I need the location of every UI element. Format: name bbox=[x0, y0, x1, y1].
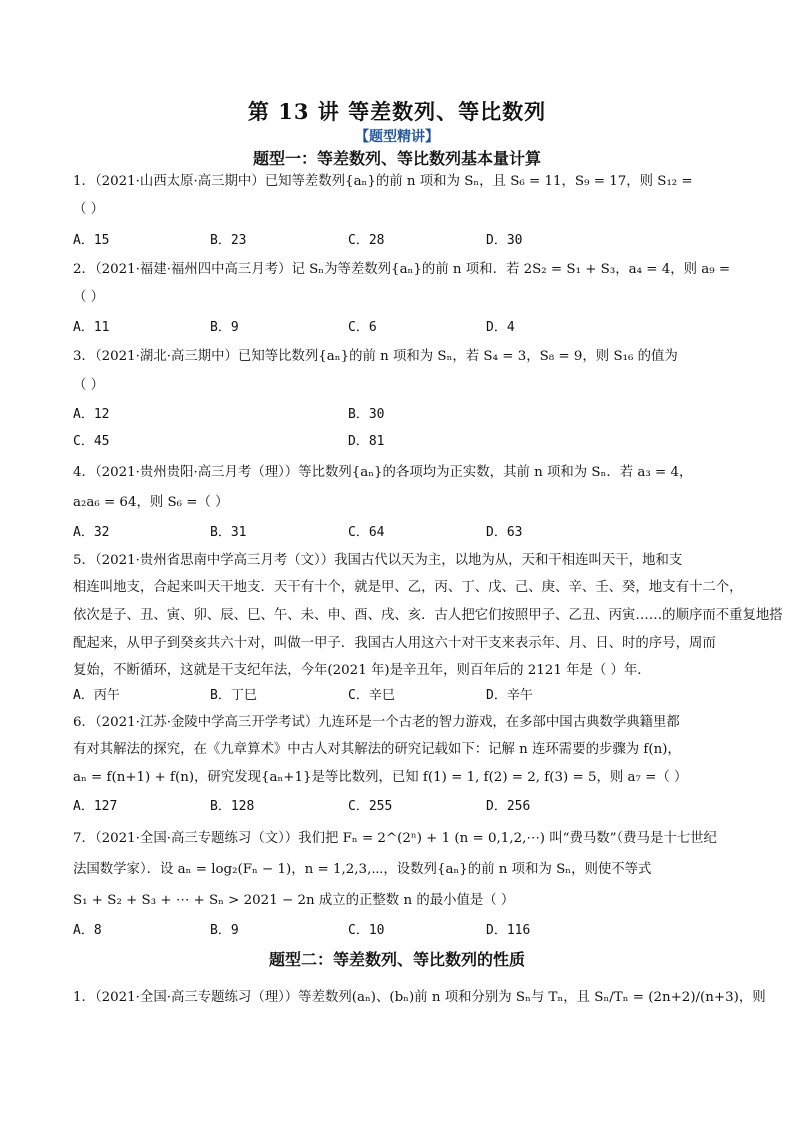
page-subtitle: 【题型精讲】 bbox=[355, 129, 439, 145]
question-5-line-2: 相连叫地支，合起来叫天干地支．天干有十个，就是甲、乙，丙、丁、戊、己、庚、辛、壬、癸，地支有十二个， bbox=[73, 580, 743, 595]
question-7-option-b: B．9 bbox=[210, 923, 239, 938]
question-5-line-5: 复始，不断循环，这就是干支纪年法，今年(2021 年)是辛丑年，则百年后的 2121 年是（ ）年． bbox=[73, 663, 651, 678]
question-5-option-d: D．辛午 bbox=[486, 688, 533, 703]
question-3-text: 3．（2021·湖北·高三期中）已知等比数列{aₙ}的前 n 项和为 Sₙ，若 S₄ = 3，S₈ = 9，则 S₁₆ 的值为 bbox=[73, 349, 678, 364]
question-7-option-d: D．116 bbox=[486, 923, 531, 938]
question-4-text-2: a₂a₆ = 64，则 S₆ =（ ） bbox=[73, 495, 229, 510]
question-1-option-c: C．28 bbox=[348, 233, 385, 248]
question-6-line-3: aₙ = f(n+1) + f(n)，研究发现{aₙ+1}是等比数列，已知 f(1) = 1, f(2) = 2, f(3) = 5，则 a₇ =（ ） bbox=[73, 770, 688, 785]
question-3-option-a: A．12 bbox=[73, 407, 110, 422]
section-heading-2: 题型二：等差数列、等比数列的性质 bbox=[268, 950, 525, 969]
question-5-option-b: B．丁巳 bbox=[210, 688, 257, 703]
question-2-option-c: C．6 bbox=[348, 320, 377, 335]
question-7-line-3: S₁ + S₂ + S₃ + ⋯ + Sₙ > 2021 − 2n 成立的正整数 n 的最小值是（ ） bbox=[73, 893, 515, 908]
question-6-option-a: A．127 bbox=[73, 799, 118, 814]
question-6-line-2: 有对其解法的探究，在《九章算术》中古人对其解法的研究记载如下：记解 n 连环需要的步骤为 f(n)， bbox=[73, 742, 681, 757]
question-7-option-a: A．8 bbox=[73, 923, 102, 938]
question-7-option-c: C．10 bbox=[348, 923, 385, 938]
question-4-option-d: D．63 bbox=[486, 525, 523, 540]
question-2-option-b: B．9 bbox=[210, 320, 239, 335]
question-1-option-b: B．23 bbox=[210, 233, 247, 248]
question-3-blank: （ ） bbox=[73, 378, 105, 393]
question-1-text: 1．（2021·山西太原·高三期中）已知等差数列{aₙ}的前 n 项和为 Sₙ，且 S₆ = 11，S₉ = 17，则 S₁₂ = bbox=[73, 174, 693, 189]
question-5-line-4: 配起来，从甲子到癸亥共六十对，叫做一甲子．我国古人用这六十对干支来表示年、月、日、时的序号，周而 bbox=[73, 636, 716, 651]
question-4-option-c: C．64 bbox=[348, 525, 385, 540]
question-5-option-a: A．丙午 bbox=[73, 688, 120, 703]
section-heading-1: 题型一：等差数列、等比数列基本量计算 bbox=[252, 149, 541, 168]
question-1-blank: （ ） bbox=[73, 202, 105, 217]
question-1-option-d: D．30 bbox=[486, 233, 523, 248]
question-6-option-c: C．255 bbox=[348, 799, 393, 814]
question-5-line-3: 依次是子、丑、寅、卯、辰、巳、午、未、申、酉、戌、亥．古人把它们按照甲子、乙丑、丙寅……的顺序而不重复地搭 bbox=[73, 608, 783, 623]
question-2-blank: （ ） bbox=[73, 290, 105, 305]
question-6-option-d: D．256 bbox=[486, 799, 531, 814]
question-6-line-1: 6．（2021·江苏·金陵中学高三开学考试）九连环是一个古老的智力游戏，在多部中国古典数学典籍里都 bbox=[73, 715, 680, 730]
question-3-option-d: D．81 bbox=[348, 434, 385, 449]
question-4-option-a: A．32 bbox=[73, 525, 110, 540]
question-7-line-1: 7．（2021·全国·高三专题练习（文））我们把 Fₙ = 2^(2ⁿ) + 1 (n = 0,1,2,⋯) 叫“费马数”（费马是十七世纪 bbox=[73, 831, 717, 846]
question-2-option-d: D．4 bbox=[486, 320, 515, 335]
question-2-text: 2．（2021·福建·福州四中高三月考）记 Sₙ为等差数列{aₙ}的前 n 项和．若 2S₂ = S₁ + S₃，a₄ = 4，则 a₉ = bbox=[73, 262, 731, 277]
question-5-line-1: 5．（2021·贵州省思南中学高三月考（文））我国古代以天为主，以地为从，天和干相连叫天干，地和支 bbox=[73, 553, 683, 568]
question-3-option-c: C．45 bbox=[73, 434, 110, 449]
question-4-text: 4．（2021·贵州贵阳·高三月考（理））等比数列{aₙ}的各项均为正实数，其前 n 项和为 Sₙ．若 a₃ = 4， bbox=[73, 465, 693, 480]
question-4-option-b: B．31 bbox=[210, 525, 247, 540]
question-2-option-a: A．11 bbox=[73, 320, 110, 335]
section-2-question-1-text: 1．（2021·全国·高三专题练习（理））等差数列(aₙ)、(bₙ)前 n 项和分别为 Sₙ与 Tₙ，且 Sₙ/Tₙ = (2n+2)/(n+3)，则 bbox=[73, 990, 766, 1005]
question-1-option-a: A．15 bbox=[73, 233, 110, 248]
question-6-option-b: B．128 bbox=[210, 799, 255, 814]
page-title: 第 13 讲 等差数列、等比数列 bbox=[247, 99, 547, 124]
question-3-option-b: B．30 bbox=[348, 407, 385, 422]
question-7-line-2: 法国数学家）．设 aₙ = log₂(Fₙ − 1)，n = 1,2,3,⋯，设数列{aₙ}的前 n 项和为 Sₙ，则使不等式 bbox=[73, 862, 652, 877]
question-5-option-c: C．辛巳 bbox=[348, 688, 395, 703]
